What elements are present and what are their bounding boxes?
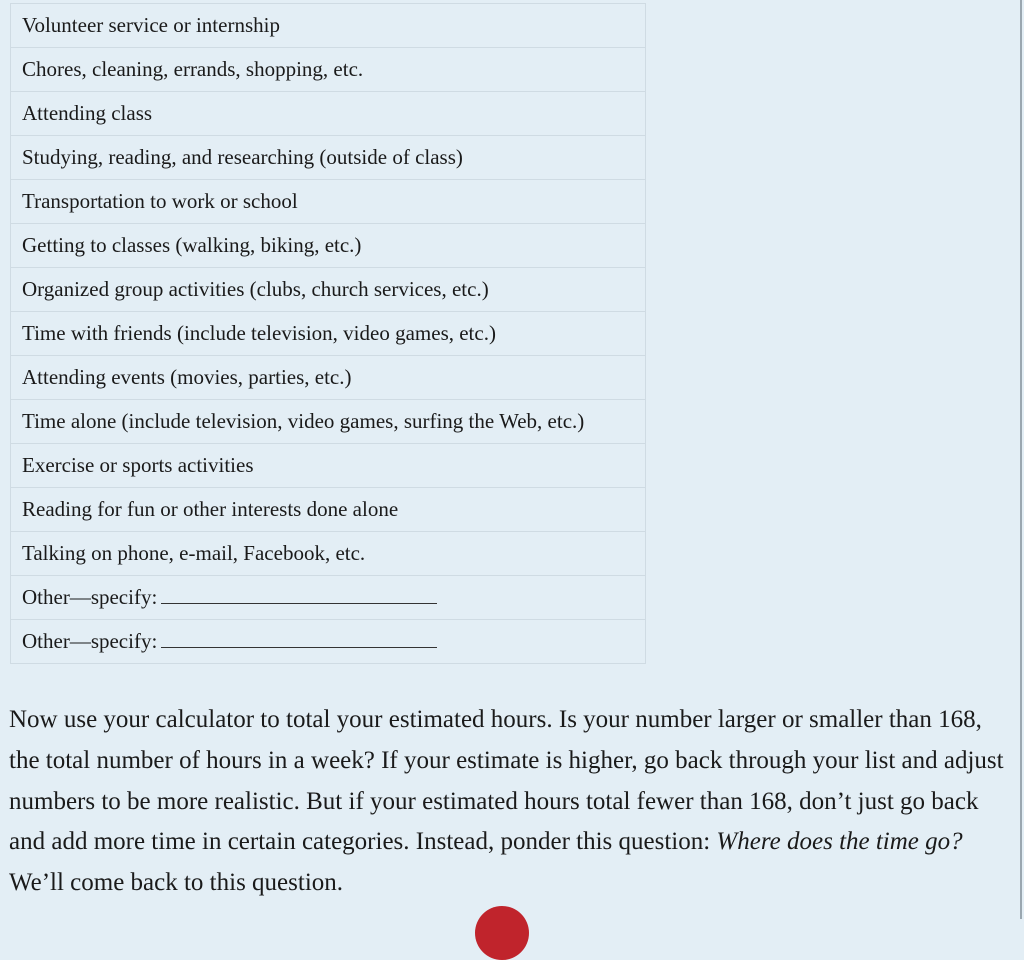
table-row bbox=[11, 356, 646, 400]
table-row bbox=[11, 136, 646, 180]
activity-cell: Reading for fun or other interests done alone bbox=[11, 488, 646, 532]
navigation-button[interactable] bbox=[475, 906, 529, 960]
activity-cell: Talking on phone, e-mail, Facebook, etc. bbox=[11, 532, 646, 576]
table-row bbox=[11, 92, 646, 136]
table-row bbox=[11, 48, 646, 92]
table-row bbox=[11, 312, 646, 356]
activity-cell: Attending events (movies, parties, etc.) bbox=[11, 356, 646, 400]
fill-in-blank bbox=[161, 585, 437, 604]
table-row bbox=[11, 444, 646, 488]
activity-cell: Organized group activities (clubs, church services, etc.) bbox=[11, 268, 646, 312]
other-specify-cell bbox=[11, 620, 646, 664]
table-row bbox=[11, 224, 646, 268]
activity-cell: Getting to classes (walking, biking, etc.) bbox=[11, 224, 646, 268]
paragraph-emphasis: Where does the time go? bbox=[716, 828, 963, 856]
activity-cell: Attending class bbox=[11, 92, 646, 136]
activity-table bbox=[10, 3, 646, 664]
activity-cell: Time with friends (include television, video games, etc.) bbox=[11, 312, 646, 356]
activity-cell: Volunteer service or internship bbox=[11, 4, 646, 48]
table-row bbox=[11, 4, 646, 48]
instruction-paragraph bbox=[9, 700, 1009, 904]
table-row bbox=[11, 532, 646, 576]
other-specify-label: Other—specify: bbox=[22, 585, 158, 610]
table-row bbox=[11, 268, 646, 312]
fill-in-blank bbox=[161, 629, 437, 648]
table-row bbox=[11, 180, 646, 224]
activity-cell: Transportation to work or school bbox=[11, 180, 646, 224]
activity-cell: Chores, cleaning, errands, shopping, etc. bbox=[11, 48, 646, 92]
activity-cell: Studying, reading, and researching (outside of class) bbox=[11, 136, 646, 180]
table-row bbox=[11, 576, 646, 620]
table-row bbox=[11, 620, 646, 664]
paragraph-text-end: We’ll come back to this question. bbox=[9, 869, 344, 897]
other-specify-cell bbox=[11, 576, 646, 620]
paragraph-text: Now use your calculator to total your estimated hours. Is your number larger or smaller than 168, the total number of hours in a week? If your estimate is higher, go back through your list and adjust numbers to be more realistic. But if your estimated hours total fewer than 168, don’t just go back and add more time in certain categories. Instead, ponder this question: bbox=[9, 706, 1004, 856]
table-row bbox=[11, 488, 646, 532]
activity-cell: Time alone (include television, video games, surfing the Web, etc.) bbox=[11, 400, 646, 444]
activity-cell: Exercise or sports activities bbox=[11, 444, 646, 488]
table-row bbox=[11, 400, 646, 444]
other-specify-label: Other—specify: bbox=[22, 629, 158, 654]
